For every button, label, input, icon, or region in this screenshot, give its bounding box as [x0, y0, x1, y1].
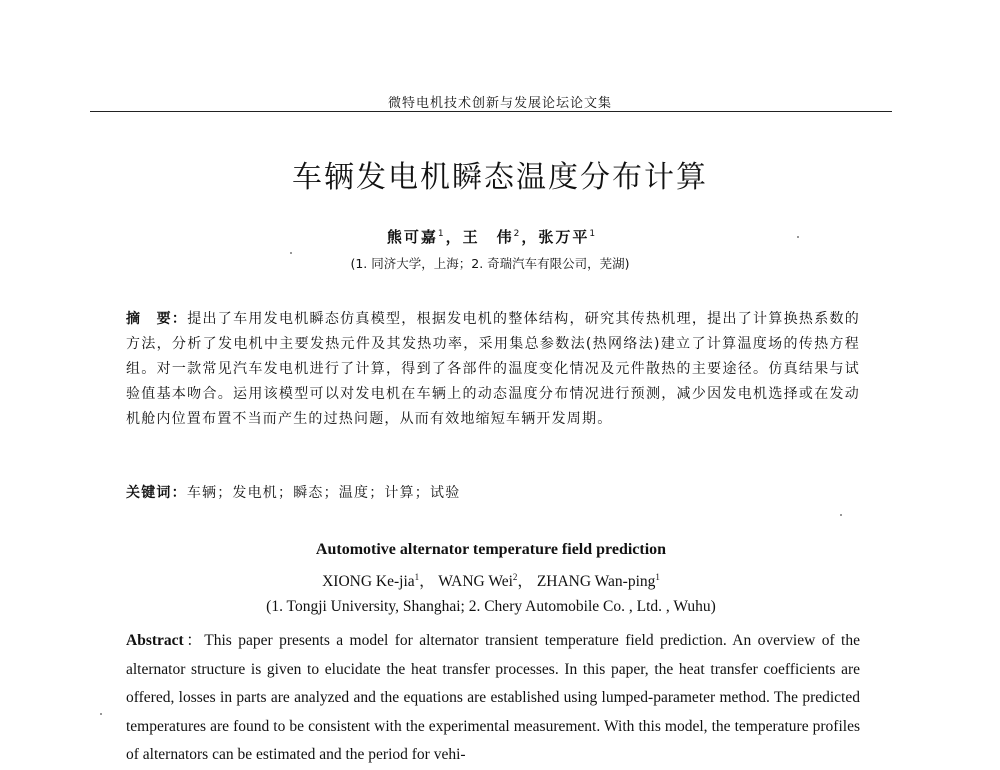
english-affiliations: (1. Tongji University, Shanghai; 2. Chery Automobile Co. , Ltd. , Wuhu) [266, 598, 716, 615]
author-separator: ， [445, 228, 463, 246]
header-rule [90, 111, 892, 112]
english-authors [0, 569, 982, 591]
author-affil-mark: 1 [589, 229, 598, 239]
author-affil-mark: 1 [655, 571, 660, 582]
english-abstract [126, 627, 860, 770]
abstract-text: 提出了车用发电机瞬态仿真模型，根据发电机的整体结构，研究其传热机理，提出了计算换热系数的方法，分析了发电机中主要发热元件及其发热功率，采用集总参数法(热网络法)建立了计算温度场的传热方程组。对一款常见汽车发电机进行了计算，得到了各部件的温度变化情况及元件散热的主要途径。仿真结果与试验值基本吻合。运用该模型可以对发电机在车辆上的动态温度分布情况进行预测，减少因发电机选择或在发动机舱内位置布置不当而产生的过热问题，从而有效地缩短车辆开发周期。 [126, 311, 860, 427]
author-separator: ， [521, 228, 539, 246]
abstract-label: Abstract [126, 632, 184, 649]
keywords-label: 关键词： [126, 485, 187, 501]
english-title: Automotive alternator temperature field prediction [315, 541, 667, 558]
scan-speck [840, 514, 842, 516]
author-name: 熊可嘉 [386, 228, 438, 246]
author-separator: ， [517, 573, 537, 590]
author-name: 张万平 [538, 228, 590, 246]
author-affil-mark: 2 [512, 571, 518, 582]
scan-speck [290, 252, 292, 254]
running-head: 微特电机技术创新与发展论坛论文集 [387, 96, 612, 111]
abstract-text: This paper presents a model for alternator transient temperature field prediction. An overview of the alternator structure is given to elucidate the heat transfer processes. In this paper, the heat transfer coefficients are offered, losses in parts are analyzed and the equations are established using lumped-parameter method. The predicted temperatures are found to be consistent with the experimental measurement. With this model, the temperature profiles of alternators can be estimated and the period for vehi- [126, 632, 860, 763]
author-affil-mark: 1 [414, 571, 420, 582]
chinese-title: 车辆发电机瞬态温度分布计算 [292, 160, 708, 195]
chinese-authors [0, 226, 984, 247]
keywords-text: 车辆；发电机；瞬态；温度；计算；试验 [186, 485, 461, 501]
abstract-label: 摘 要： [126, 311, 188, 327]
chinese-affiliations: (1. 同济大学，上海；2. 奇瑞汽车有限公司，芜湖) [350, 256, 630, 271]
author-name: ZHANG Wan-ping [536, 573, 656, 590]
author-affil-mark: 1 [437, 229, 446, 239]
author-affil-mark: 2 [513, 229, 522, 239]
author-name: XIONG Ke-jia [322, 573, 415, 590]
scan-speck [797, 236, 799, 238]
author-name: 王 伟 [462, 228, 514, 246]
scan-speck [100, 713, 102, 715]
author-separator: ， [419, 573, 439, 590]
chinese-abstract [126, 307, 860, 432]
chinese-keywords [126, 482, 860, 502]
author-name: WANG Wei [438, 573, 513, 590]
abstract-colon: ： [183, 632, 205, 649]
